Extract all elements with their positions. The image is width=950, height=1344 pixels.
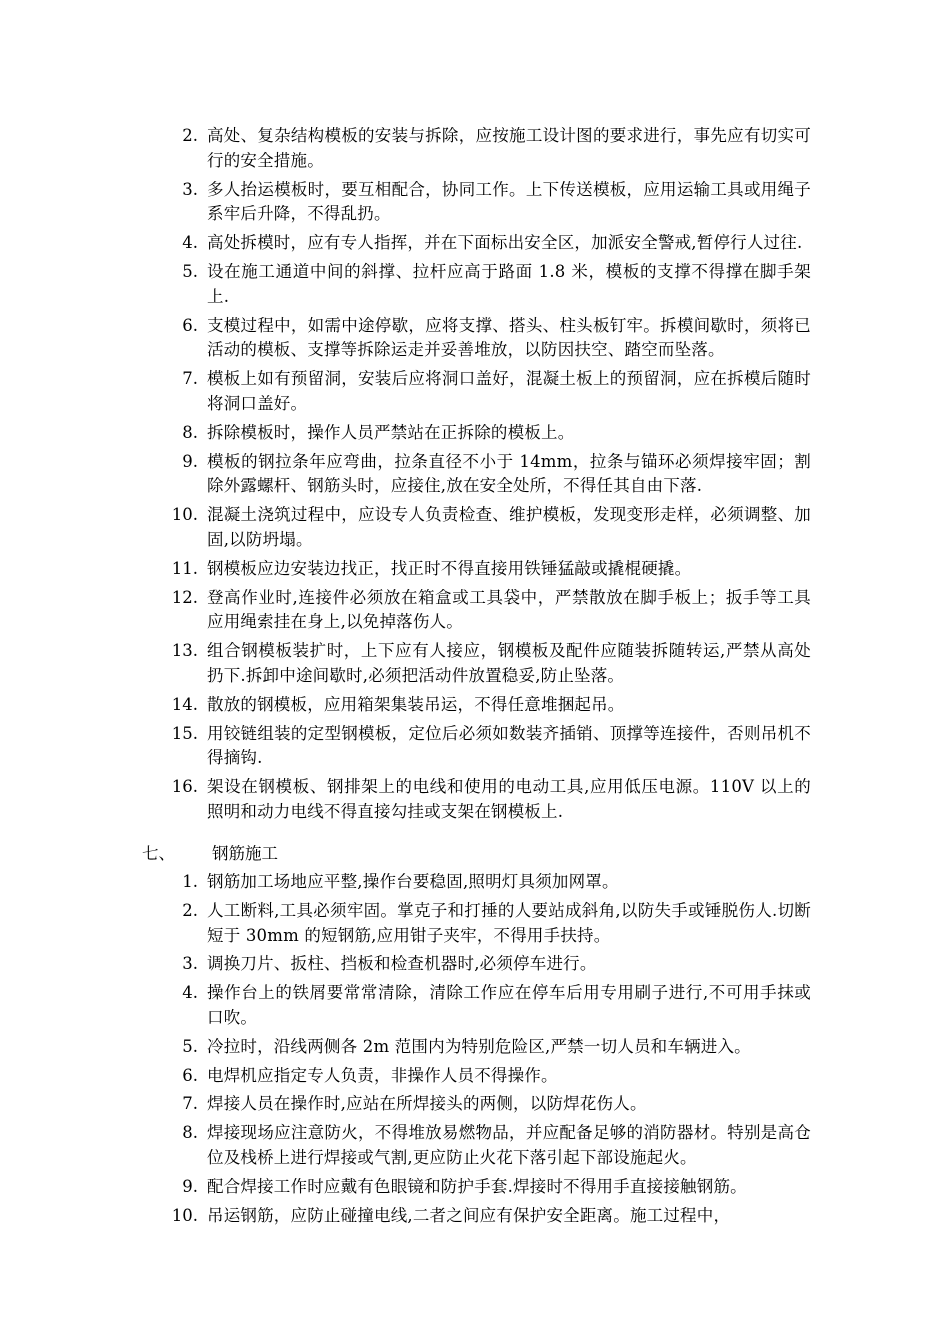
list-item-number: 7. — [182, 369, 198, 389]
list-item-number: 2. — [182, 126, 198, 145]
list-item-text: 调换刀片、扳柱、挡板和检查机器时,必须停车进行。 — [207, 954, 597, 974]
list-item-number: 9. — [182, 1176, 198, 1196]
list-item-number: 5. — [182, 1036, 198, 1056]
list-item — [0, 1092, 950, 1117]
list-item-text: 散放的钢模板，应用箱架集装吊运，不得任意堆捆起吊。 — [207, 694, 625, 714]
list-item-number: 4. — [182, 983, 198, 1003]
list-item-text: 拆除模板时，操作人员严禁站在正拆除的模板上。 — [207, 422, 575, 442]
rebar-safety-list — [0, 870, 950, 1232]
list-item-text: 人工断料,工具必须牢固。掌克子和打捶的人要站成斜角,以防失手或锤脱伤人.切断短于 30mm 的短钢筋,应用钳子夹牢，不得用手扶持。 — [207, 900, 811, 945]
list-item — [0, 450, 950, 500]
list-item-number: 12. — [171, 587, 198, 607]
list-item-number: 10. — [171, 1205, 198, 1225]
list-item-number: 10. — [171, 505, 198, 525]
list-item-text: 架设在钢模板、钢排架上的电线和使用的电动工具,应用低压电源。110V 以上的照明和动力电线不得直接勾挂或支架在钢模板上. — [207, 777, 811, 821]
list-item-number: 6. — [182, 315, 198, 335]
list-item-number: 13. — [171, 641, 198, 661]
list-item-number: 8. — [182, 1123, 198, 1143]
list-item-text: 高处拆模时，应有专人指挥，并在下面标出安全区，加派安全警戒,暂停行人过往. — [207, 233, 803, 253]
list-item-number: 1. — [182, 872, 198, 891]
list-item — [0, 586, 950, 636]
list-item-number: 16. — [171, 777, 198, 797]
list-item-text: 焊接现场应注意防火，不得堆放易燃物品，并应配备足够的消防器材。特别是高仓位及栈桥上进行焊接或气割,更应防止火花下落引起下部设施起火。 — [207, 1123, 811, 1167]
list-item — [0, 870, 950, 895]
list-item-text: 模板的钢拉条年应弯曲，拉条直径不小于 14mm，拉条与锚环必须焊接牢固；割除外露螺杆、钢筋头时，应接住,放在安全处所，不得任其自由下落. — [207, 451, 811, 496]
list-item-number: 6. — [182, 1065, 198, 1085]
list-item — [0, 981, 950, 1031]
template-safety-list — [0, 124, 950, 829]
list-item-text: 钢模板应边安装边找正，找正时不得直接用铁锤猛敲或撬棍硬撬。 — [207, 558, 692, 578]
list-item — [0, 722, 950, 772]
list-item — [0, 693, 950, 718]
list-item — [0, 1121, 950, 1171]
list-item-text: 设在施工通道中间的斜撑、拉杆应高于路面 1.8 米，模板的支撑不得撑在脚手架上. — [207, 261, 811, 306]
list-item — [0, 1035, 950, 1060]
list-item-text: 电焊机应指定专人负责，非操作人员不得操作。 — [207, 1065, 558, 1085]
list-item — [0, 503, 950, 553]
list-item-number: 5. — [182, 261, 198, 281]
list-item-text: 多人抬运模板时，要互相配合，协同工作。上下传送模板，应用运输工具或用绳子系牢后升降，不得乱扔。 — [207, 179, 811, 224]
list-item — [0, 557, 950, 582]
list-item — [0, 231, 950, 256]
list-item — [0, 260, 950, 310]
list-item-number: 14. — [171, 694, 198, 714]
list-item-number: 8. — [182, 422, 198, 442]
list-item-number: 15. — [171, 723, 198, 743]
list-item — [0, 899, 950, 949]
list-item-text: 冷拉时，沿线两侧各 2m 范围内为特别危险区,严禁一切人员和车辆进入。 — [207, 1036, 751, 1056]
list-item-text: 模板上如有预留洞，安装后应将洞口盖好，混凝土板上的预留洞，应在拆模后随时将洞口盖好。 — [207, 369, 811, 413]
list-item — [0, 314, 950, 364]
list-item-text: 混凝土浇筑过程中，应设专人负责检查、维护模板，发现变形走样，必须调整、加固,以防坍塌。 — [207, 505, 811, 549]
list-item-number: 4. — [182, 233, 198, 253]
list-item-number: 2. — [182, 900, 198, 920]
list-item-text: 焊接人员在操作时,应站在所焊接头的两侧，以防焊花伤人。 — [207, 1094, 647, 1114]
list-item-text: 钢筋加工场地应平整,操作台要稳固,照明灯具须加网罩。 — [207, 872, 619, 891]
list-item — [0, 367, 950, 417]
list-item — [0, 178, 950, 228]
list-item-number: 7. — [182, 1094, 198, 1114]
list-item — [0, 1064, 950, 1089]
list-item-text: 组合钢模板装扩时，上下应有人接应，钢模板及配件应随装拆随转运,严禁从高处扔下.拆卸中途间歇时,必须把活动件放置稳妥,防止坠落。 — [207, 641, 811, 685]
section-title: 钢筋施工 — [212, 844, 278, 863]
list-item-text: 登高作业时,连接件必须放在箱盒或工具袋中，严禁散放在脚手板上；扳手等工具应用绳索挂在身上,以免掉落伤人。 — [207, 587, 811, 632]
list-item-text: 支模过程中，如需中途停歇，应将支撑、搭头、柱头板钉牢。拆模间歇时，须将已活动的模板、支撑等拆除运走并妥善堆放，以防因扶空、踏空而坠落。 — [207, 315, 811, 360]
list-item — [0, 1204, 950, 1229]
list-item-text: 高处、复杂结构模板的安装与拆除，应按施工设计图的要求进行，事先应有切实可行的安全措施。 — [207, 126, 811, 170]
list-item-number: 3. — [182, 179, 198, 199]
list-item-text: 吊运钢筋，应防止碰撞电线,二者之间应有保护安全距离。施工过程中， — [207, 1205, 731, 1225]
list-item — [0, 124, 950, 174]
section-heading — [0, 842, 950, 867]
list-item — [0, 421, 950, 446]
list-item-number: 3. — [182, 954, 198, 974]
list-item — [0, 639, 950, 689]
list-item-number: 11. — [171, 558, 198, 578]
list-item-number: 9. — [182, 451, 198, 471]
list-item-text: 配合焊接工作时应戴有色眼镜和防护手套.焊接时不得用手直接接触钢筋。 — [207, 1176, 747, 1196]
list-item-text: 操作台上的铁屑要常常清除，清除工作应在停车后用专用刷子进行,不可用手抹或口吹。 — [207, 983, 811, 1027]
list-item — [0, 1175, 950, 1200]
section-number: 七、 — [142, 844, 175, 863]
list-item-text: 用铰链组装的定型钢模板，定位后必须如数装齐插销、顶撑等连接件，否则吊机不得摘钩. — [207, 723, 811, 768]
list-item — [0, 952, 950, 977]
list-item — [0, 775, 950, 825]
